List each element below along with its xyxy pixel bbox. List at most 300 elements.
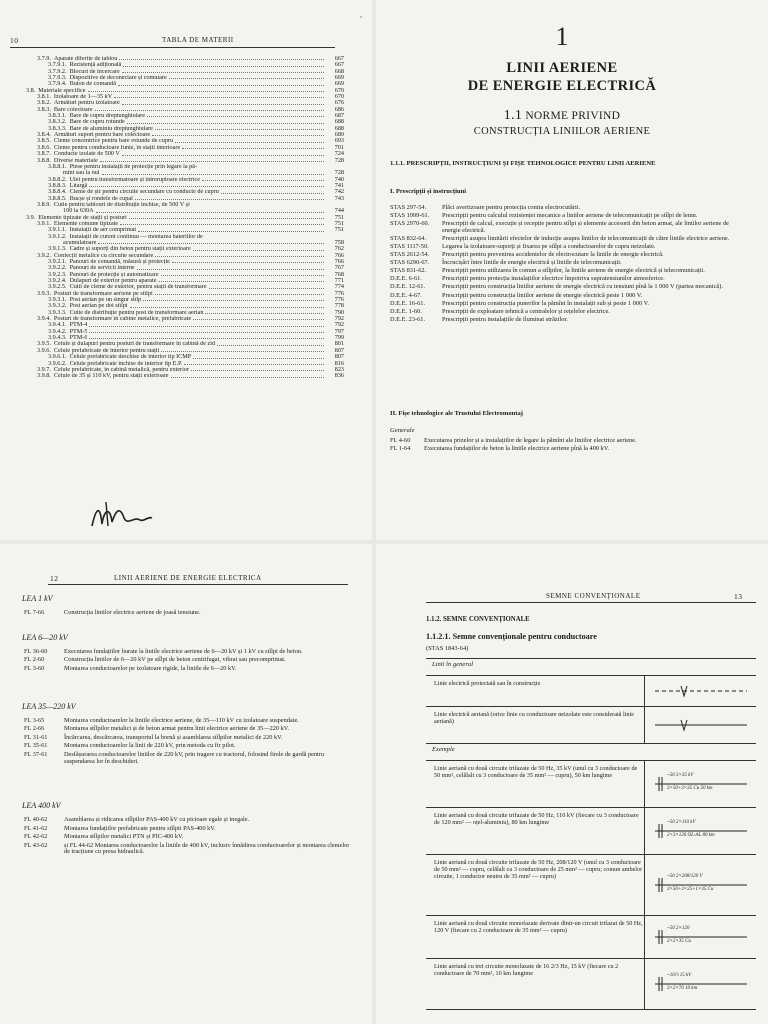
toc-leader-dots [118,81,324,85]
toc-leader-dots [161,272,324,276]
reference-text: Executarea prizelor și a instalațiilor de legare la pămînt ale liniilor electrice aeriene. [424,437,637,444]
toc-leader-dots [202,177,324,181]
generale-label: Generale [390,427,415,434]
stas-reference: (STAS 1843-64) [426,645,469,652]
toc-entry-number: 3.9.6.2. [48,360,67,367]
header-rule [48,584,348,585]
page-13-conventional-signs [376,544,768,1024]
toc-leader-dots [130,303,324,307]
toc-entry-number: 3.8.6. [37,144,51,151]
running-head: TABLA DE MATERII [162,36,234,44]
toc-leader-dots [159,278,325,282]
toc-entry-number: 3.9.4.3. [48,335,67,342]
reference-code: STAS 1117-50. [390,242,429,250]
toc-entry-number: 3.7.9.3. [48,75,67,82]
toc-entry-page: 667 [334,55,344,62]
toc-entry-page: 667 [334,61,344,69]
reference-entry [390,301,738,308]
toc-entry-number: 3.9.1.2. [48,233,67,240]
toc-entry-text: Piese pentru instalații de protecție prin legare la pă- [69,163,198,170]
technology-sheet-entry [24,649,354,656]
toc-leader-dots [123,62,324,66]
toc-leader-dots [221,189,324,193]
toc-leader-dots [169,75,324,79]
sign-row [426,808,756,855]
toc-entry-page: 688 [334,124,344,132]
sign-symbol-cell [644,855,757,915]
page-number: 12 [50,574,59,583]
toc-entry-page: 728 [334,156,344,164]
toc-entry-number: 3.9.4.2. [48,328,67,335]
toc-entry-number: 3.9.4. [37,316,51,323]
toc-entry-text: Diverse materiale [53,157,98,164]
toc-entry-text: Instalații de curent continuu — montarea bateriilor de [69,233,203,240]
toc-entry-number: 3.8.3. [37,106,51,113]
section-heading: 1.1.2. SEMNE CONVENȚIONALE [426,616,530,623]
toc-entry-page: 668 [334,67,344,75]
reference-text: Prescripții pentru utilizarea în comun a stîlpilor, la liniile aeriene de energie electrică și telecomunicații. [442,267,705,275]
sign-row [426,761,756,808]
technology-sheet-entry [24,752,354,765]
header-rule [10,47,335,48]
reference-entry [390,284,738,291]
page-1-chapter-opening [376,0,768,540]
toc-entry-number: 3.8.1. [37,94,51,101]
reference-code: D.E.E. 16-61. [390,299,426,307]
toc-entry-page: 751 [334,226,344,234]
sheet-text: Montarea conductoarelor pe izolatoare rigide, la liniile de 6—20 kV. [64,664,237,672]
sign-symbol-lower-label: 2×2×35 Cu [667,939,691,944]
toc-entry-text: Panouri de servicii interne [69,265,135,272]
technology-sheet-entry [24,834,354,841]
sign-description: Linie electrică aeriană (orice linie cu conductoare neizolate este considerată linie aeriană) [434,711,634,725]
toc-entry-number: 3.8.9. [37,201,51,208]
reference-text: Prescripții pentru construcția punerilor la pămînt în instalații sub și peste 1 000 V. [442,299,649,307]
toc-entry-text: Bare colectoare [53,106,93,113]
toc-entry-number: 3.8.8.3. [48,182,67,189]
toc-entry-number: 3.8.8.4. [48,189,67,196]
chapter-title-line2: DE ENERGIE ELECTRICĂ [467,78,657,94]
toc-leader-dots [155,291,324,295]
sign-symbol-upper-label: ~50 2×208/120 V [667,874,703,879]
reference-entry [390,317,738,324]
toc-entry-page: 823 [334,365,344,373]
reference-code: D.E.E. 1-60. [390,307,422,315]
reference-entry [390,276,738,283]
table-group-label: Exemple [432,746,455,753]
toc-entry-page: 768 [334,270,344,278]
toc-entry-page: 751 [334,219,344,227]
toc-entry-number: 3.7.9.1. [48,62,67,69]
reference-entry [390,205,738,212]
toc-entry-number: 3.8.2. [37,100,51,107]
toc-entry-text: PTM-4 [69,322,88,329]
reference-entry [390,213,738,220]
reference-code: STAS 1999-61. [390,212,430,220]
sheet-code: FL 36-60 [24,647,48,655]
planned-line-symbol [651,676,751,706]
toc-entry-page: 670 [334,86,344,94]
toc-entry-number: 3.8.8.5. [48,195,67,202]
toc-entry-number: 3.9.2.2. [48,265,67,272]
overhead-line-symbol [651,969,751,999]
reference-code: STAS 832-64. [390,234,427,242]
toc-entry-page: 778 [334,302,344,310]
toc-entry-text: Cleme concentrice pentru bare rotunde de cupru [53,138,174,145]
toc-entry-text: Cutie pentru tablouri de distribuție închise, de 500 V și [53,201,190,208]
sign-symbol-upper-label: ~50 2×110 kV [667,820,696,825]
sign-symbol-upper-label: ~50 3×35 kV [667,773,694,778]
toc-entry-text: Celule de 35 și 110 kV, pentru stații exterioare [53,373,169,380]
toc-entry-page: 688 [334,118,344,126]
sheet-code: FL 37-61 [24,750,48,758]
page-number: 10 [10,36,19,45]
reference-text: Prescripții asupra limitării efectelor de inducție asupra liniilor de telecomunicații de către liniile electrice aeriene. [442,234,730,242]
reference-code: STAS 2612-54. [390,251,430,259]
toc-entry-page: 766 [334,258,344,265]
toc-entry-page: 767 [334,264,344,272]
reference-text: Prescripții pentru construcția liniilor aeriene de energie electrică cu tensiuni pînă la 1 000 V (partea mecanică). [442,283,723,291]
toc-entry-number: 3.9.6. [37,347,51,354]
toc-entry-text: PTM-5 [69,328,88,335]
toc-leader-dots [171,373,324,377]
lea-group-list [24,718,354,768]
toc-entry-page: 774 [334,283,344,291]
toc-entry-text: Conducte izolate de 500 V [53,151,120,158]
toc-entry-page: 687 [334,112,344,120]
toc-entry-page: 728 [334,169,344,177]
toc-leader-dots [119,56,324,60]
toc-entry-text: Dispozitive de deconectare și comutare [69,75,167,82]
toc-entry-text: Cleme pentru conductoare funie, în stații interioare [53,144,181,151]
toc-entry-page: 743 [334,194,344,202]
toc-leader-dots [122,151,324,155]
toc-entry-page: 807 [334,353,344,361]
sheet-code: FL 2-66 [24,725,45,733]
technology-sheet-entry [24,666,354,673]
toc-entry-text: Bare de cupru dreptunghiulare [69,113,145,120]
toc-entry-number: 3.9. [26,214,36,221]
toc-list [26,56,344,380]
toc-entry-page: 797 [334,327,344,335]
toc-leader-dots [161,348,324,352]
toc-leader-dots [122,100,324,104]
toc-entry-page: 686 [334,105,344,113]
toc-entry-text: PTM-6 [69,335,88,342]
page-10-table-of-contents [0,0,372,540]
sign-symbol-cell [644,707,757,743]
sheet-code: FL 31-61 [24,733,48,741]
toc-entry-page: 701 [334,143,344,151]
toc-entry-number: 3.8.5. [37,138,51,145]
toc-leader-dots [88,88,324,92]
toc-entry-text: Posturi de transformare aeriene pe stîlpi [53,290,153,297]
toc-entry-text: Elemente tipizate de stații și posturi [38,214,127,221]
toc-entry-text: Cutie de distribuție pentru post de transformare aerian [69,309,204,316]
toc-entry-text: Aparate diferite de tablou [53,56,118,62]
toc-leader-dots [138,227,324,231]
toc-entry-number: 3.9.2.5. [48,284,67,291]
page-number: 13 [734,592,743,601]
running-head: SEMNE CONVENȚIONALE [546,592,641,600]
reference-entry [390,260,738,267]
technology-sheet-entry [24,610,354,617]
toc-entry-text: Celule prefabricate de interior pentru stații [53,347,160,354]
toc-entry-text: Panouri de protecție și automatizare [69,271,159,278]
toc-entry-text: Cleme de șir pentru circuite secundare cu conducte de cupru [69,189,219,196]
toc-entry-number: 3.9.1. [37,220,51,227]
toc-entry-page: 816 [334,359,344,367]
toc-leader-dots [120,221,324,225]
toc-entry-number: 3.9.4.1. [48,322,67,329]
toc-entry-page: 740 [334,175,344,183]
toc-leader-dots [217,341,324,345]
toc-entry-page: 801 [334,340,344,348]
toc-entry-page: 766 [334,251,344,259]
toc-entry-page: 724 [334,150,344,158]
toc-entry-text: Izolatoare de 1—35 kV [53,94,113,101]
toc-leader-dots [155,126,324,130]
reference-text: Prescripții de exploatare tehnică a centralelor și rețelelor electrice. [442,307,610,315]
toc-entry-text: Celule prefabricate deschise de interior tip ICMP [69,354,192,361]
toc-entry-number: 3.8.8.1. [48,163,67,170]
toc-entry-text: Instalații de aer comprimat [69,227,137,234]
technology-sheet-entry [24,718,354,725]
toc-entry-text: Celule prefabricate închise de interior tip E.P. [69,360,183,367]
reference-entry [390,268,738,275]
technology-sheet-entry [24,817,354,824]
signs-table [426,658,756,1010]
reference-entry [390,446,738,453]
sign-description: Linie electrică proiectată sau în construcție [434,680,541,687]
toc-leader-dots [98,240,324,244]
subsection-heading: 1.1.1. PRESCRIPȚII, INSTRUCȚIUNI ȘI FIȘE TEHNOLOGICE PENTRU LINII AERIENE [390,160,656,167]
toc-leader-dots [89,329,324,333]
toc-entry-page: 742 [334,188,344,196]
toc-leader-dots [182,145,324,149]
toc-entry-text: Confecții metalice cu circuite secundare [53,252,154,259]
toc-leader-dots [122,69,324,73]
reference-entry [390,309,738,316]
margin-mark: · [359,12,363,22]
toc-entry-text: Litargă [69,182,88,189]
sheet-code: FL 3-60 [24,664,45,672]
reference-entry [390,244,738,251]
reference-code: D.E.E. 6-61. [390,275,422,283]
section-title-line2: CONSTRUCȚIA LINIILOR AERIENE [473,126,651,137]
toc-entry-page: 799 [334,334,344,342]
toc-entry-text: Celule prefabricate, în cabină metalică, pentru exterior [53,366,189,373]
reference-text: Prescripții pentru prevenirea accidentelor de electrocutare la liniile de energie electrică. [442,251,664,259]
reference-text: Plăci avertizoare pentru protecția contra electrocutării. [442,204,581,211]
toc-entry-number: 3.8.3.1. [48,113,67,120]
toc-entry-number: 3.8.3.2. [48,119,67,126]
toc-entry-number: 3.9.1.1. [48,227,67,234]
sheet-text: Montarea stîlpilor metalici și de beton armat pentru linii electrice aeriene de 35—220 kV. [64,725,290,733]
toc-leader-dots [184,361,324,365]
toc-leader-dots [89,322,324,326]
sign-symbol-upper-label: ~50 2×120 [667,926,690,931]
toc-entry-page: 790 [334,308,344,316]
toc-entry-text: Materiale specifice [38,87,86,94]
prescriptions-list [390,205,738,325]
sign-symbol-upper-label: ~16⅔ 15 kV [667,973,692,978]
toc-entry-text: Blocuri de încercare [69,68,120,75]
toc-entry-number: 3.9.2.1. [48,259,67,265]
lea-group-list [24,649,354,675]
handwritten-signature [86,496,156,532]
sheet-code: FL 3-65 [24,716,45,724]
toc-leader-dots [127,119,324,123]
toc-entry-page: 836 [334,372,344,380]
toc-leader-dots [135,196,324,200]
reference-entry [390,438,738,445]
toc-entry-page: 676 [334,99,344,107]
toc-entry-text: Armături pentru izolatoare [53,100,120,107]
reference-code: STAS 297-54. [390,204,427,211]
toc-entry-page: 762 [334,245,344,253]
toc-entry-text: Cutii de cleme de exterior, pentru stații de transformare [69,284,207,291]
sign-symbol-lower-label: 3×50+3×35 Cu 50 km [667,786,713,791]
toc-entry-number: 3.7.9.2. [48,68,67,75]
toc-entry-number: 3.8.8.2. [48,176,67,183]
toc-leader-dots [89,183,324,187]
reference-text: Prescripții pentru instalațiile de iluminat străzilor. [442,315,568,323]
reference-code: STAS 2970-60. [390,220,430,228]
reference-text: Legarea la izolatoare-suporți și fixarea pe stîlpi a conductoarelor de cupru neizolate. [442,242,656,250]
toc-entry-text: 100 la 630A [63,208,94,215]
reference-entry [390,293,738,300]
reference-code: FL 4-60 [390,437,411,444]
toc-entry-text: Cadre și suporți din beton pentru stații exterioare [69,246,191,253]
lea-group-list [24,817,354,858]
toc-entry-page: 670 [334,93,344,101]
toc-entry-number: 3.9.2.4. [48,278,67,285]
lea-group-list [24,610,354,619]
overhead-line-symbol [651,816,751,846]
table-group-row [426,659,756,676]
chapter-number: 1 [555,22,569,51]
toc-entry-page: 751 [334,213,344,221]
sign-symbol-cell [644,959,757,1009]
toc-entry-text: Ulei pentru transformatoare și întreruptoare electrice [69,176,200,183]
toc-entry-text: Bare de cupru rotunde [69,119,125,126]
reference-text: Încrucișări între liniile de energie electrică și liniile de telecomunicații. [442,259,622,267]
toc-entry-number: 3.9.3.1. [48,297,67,304]
table-group-row [426,744,756,761]
reference-text: Executarea fundațiilor de beton la liniile electrice aeriene pînă la 400 kV. [424,445,610,453]
technology-sheet-entry [24,726,354,733]
toc-entry-number: 3.9.2.3. [48,271,67,278]
toc-entry-text: mînt sau la nul [63,170,100,177]
toc-leader-dots [147,113,324,117]
toc-entry-number: 3.9.3.2. [48,303,67,310]
sheet-text: Montarea fundațiilor prefabricate pentru stîlpii PAS-400 kV. [64,824,216,832]
toc-leader-dots [191,367,324,371]
sign-row [426,916,756,959]
toc-entry-number: 3.7.9. [37,56,51,62]
toc-entry-number: 3.9.1.3. [48,246,67,253]
toc-entry-text: Panouri de comandă, măsură și protecție [69,259,170,265]
lea-group-heading: LEA 400 kV [22,801,61,810]
toc-leader-dots [155,253,324,257]
sign-row [426,676,756,707]
reference-code: FL 1-64 [390,445,411,453]
sign-description: Linie aeriană cu două circuite trifazate de 50 Hz, 110 kV (fiecare cu 3 conductoare de 120 mm² — oțel-aluminiu), 80 km lungime [434,812,639,826]
toc-entry-text: Bare de aluminiu dreptunghiulare [69,125,153,132]
lea-group-heading: LEA 1 kV [22,594,53,603]
toc-leader-dots [175,138,324,142]
reference-code: STAS 6290-67. [390,259,430,267]
toc-entry-text: Buton de comandă [69,81,116,88]
toc-entry-text: Dulapuri de exterior pentru aparate [69,278,157,285]
sign-symbol-cell [644,916,757,958]
reference-text: Prescripții pentru construcția liniilor aeriene de energie electrică peste 1 000 V. [442,291,643,299]
sign-row [426,855,756,916]
sign-symbol-cell [644,808,757,854]
toc-entry-number: 3.9.5. [37,341,51,348]
toc-leader-dots [96,208,324,212]
toc-entry-number: 3.8.7. [37,151,51,158]
toc-leader-dots [137,265,324,269]
sign-symbol-lower-label: 3×50+3×25+1×35 Cu [667,887,714,892]
toc-entry-page: 689 [334,131,344,139]
toc-entry-title [37,373,169,379]
sign-row [426,707,756,744]
part2-heading: II. Fișe tehnologice ale Trustului Electromontaj [390,410,523,417]
lea-group-heading: LEA 35—220 kV [22,701,76,711]
toc-entry-text: Post aerian pe un singur stîlp [69,297,142,304]
reference-text: Prescripții de calcul, execuție și recepție pentru stîlpi și elemente accesorii din beton armat, ale liniilor aeriene de energie electrică. [442,220,729,234]
toc-entry-page: 792 [334,315,344,323]
part1-heading: I. Prescripții și instrucțiuni [390,188,467,195]
toc-entry-page: 758 [334,238,344,246]
reference-entry [390,252,738,259]
reference-entry [390,221,738,234]
reference-code: D.E.E. 12-61. [390,283,426,291]
table-group-label: Linii în general [432,661,474,668]
sheet-text: Desfășurarea conductoarelor liniilor de 220 kV, prin tragere cu tractorul, folosind firele de gardă pentru suspendarea lor în deschideri. [64,750,325,765]
toc-entry-number: 3.8.8. [37,157,51,164]
toc-entry-number: 3.9.3. [37,290,51,297]
section-number: 1.1 [503,108,523,123]
toc-leader-dots [193,246,324,250]
toc-entry-page: 792 [334,321,344,329]
sheet-code: FL 2-60 [24,656,45,664]
toc-leader-dots [172,259,324,263]
reference-code: STAS 831-62. [390,267,427,275]
sheet-code: FL 7-66 [24,609,45,616]
toc-entry-text: Post aerian pe doi stîlpi [69,303,128,310]
sign-symbol-cell [644,761,757,807]
sheet-text: Asamblarea și ridicarea stîlpilor PAS-400 kV cu picioare egale și inegale. [64,816,250,823]
toc-entry-page: 693 [334,137,344,145]
toc-leader-dots [114,94,324,98]
toc-entry-number: 3.9.2. [37,252,51,259]
sheet-code: FL 40-62 [24,816,48,823]
toc-entry-number: 3.9.8. [37,373,51,380]
sheet-text: Montarea stîlpilor metalici PTN și PIC-400 kV. [64,833,184,841]
sheet-code: FL 41-62 [24,824,48,832]
sign-description: Linie aeriană cu două circuite trifazate de 50 Hz, 35 kV (unul cu 3 conductoare de 50 mm², celălalt cu 3 conductoare de 35 mm² — cupru), 50 km lungime [434,765,638,779]
fise-list [390,438,738,454]
sheet-text: Montarea conductoarelor la liniile electrice aeriene, de 35—110 kV cu izolatoare suspendate. [64,716,299,724]
sign-row [426,959,756,1010]
sheet-code: FL 35-61 [24,742,48,750]
toc-entry-page: 807 [334,346,344,354]
toc-entry-number: 3.8. [26,87,36,94]
toc-entry [26,373,344,379]
